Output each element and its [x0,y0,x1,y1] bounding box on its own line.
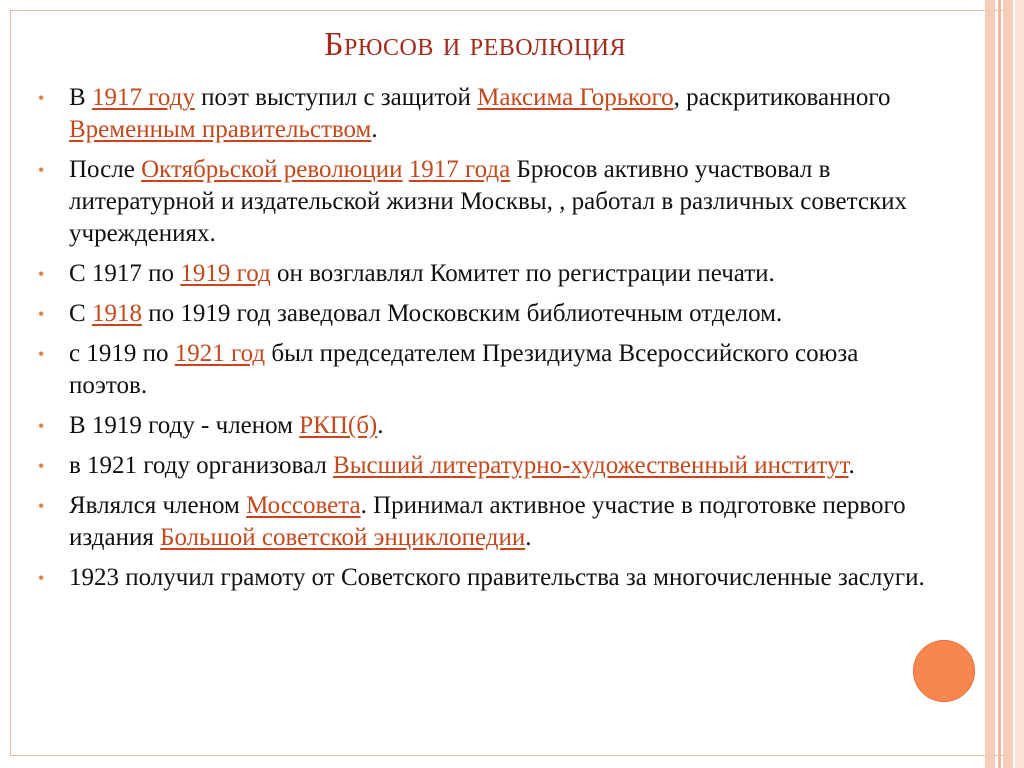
decorative-stripe [998,0,1001,768]
bullet-text: . Принимал активное участие в подготовке первого издания [69,492,906,551]
hyperlink[interactable]: Октябрьской революции [141,156,403,183]
bullet-text: по 1919 год заведовал Московским библиотечным отделом. [141,300,783,327]
bullet-text: С 1917 по [69,260,181,287]
bullet-dot-icon: • [38,568,45,588]
bullet-text: . [525,524,532,551]
bullet-text: с 1919 по [69,340,175,367]
hyperlink[interactable]: Временным правительством [69,116,372,143]
bullet-text: После [69,156,142,183]
bullet-text: , раскритикованного [673,84,891,111]
bullet-item [38,82,938,146]
hyperlink[interactable]: 1919 год [180,260,271,287]
decorative-stripe [985,0,995,768]
bullet-dot-icon: • [38,344,45,364]
bullet-dot-icon: • [38,160,45,180]
bullet-item [38,338,938,402]
slide-title: Брюсов и революция [324,26,626,63]
bullet-text: 1923 получил грамоту от Советского правительства за многочисленные заслуги. [69,564,925,591]
bullet-item [38,410,938,442]
decorative-stripe [1015,0,1024,768]
hyperlink[interactable]: Моссовета [246,492,361,519]
bullet-text: Брюсов активно участвовал в литературной и издательской жизни Москвы, , работал в различных советских учреждениях. [69,156,907,247]
bullet-text: В [69,84,92,111]
decorative-stripe [1003,0,1013,768]
bullet-text: С [69,300,92,327]
decorative-circle [913,640,975,702]
bullet-item [38,154,938,250]
hyperlink[interactable]: 1921 год [174,340,266,367]
bullet-item [38,490,938,554]
bullet-dot-icon: • [38,304,45,324]
hyperlink[interactable]: 1917 года [408,156,511,183]
bullet-item [38,450,938,482]
hyperlink[interactable]: Высший литературно-художественный институт [333,452,849,479]
bullet-dot-icon: • [38,264,45,284]
bullet-item [38,562,938,594]
bullet-dot-icon: • [38,88,45,108]
hyperlink[interactable]: Максима Горького [477,84,674,111]
bullet-item [38,298,938,330]
hyperlink[interactable]: РКП(б) [299,412,378,439]
bullet-dot-icon: • [38,416,45,436]
hyperlink[interactable]: 1917 году [91,84,195,111]
bullet-text: . [371,116,378,143]
bullet-text: . [848,452,855,479]
hyperlink[interactable]: Большой советской энциклопедии [160,524,526,551]
bullet-dot-icon: • [38,456,45,476]
bullet-text: он возглавлял Комитет по регистрации печати. [270,260,775,287]
bullet-text: . [377,412,384,439]
bullet-text: В 1919 году - членом [69,412,300,439]
bullet-list [38,82,938,602]
bullet-text: поэт выступил с защитой [194,84,478,111]
bullet-item [38,258,938,290]
bullet-text: Являлся членом [69,492,247,519]
bullet-text: в 1921 году организовал [69,452,334,479]
bullet-dot-icon: • [38,496,45,516]
bullet-text: был председателем Президиума Всероссийского союза поэтов. [69,340,859,399]
hyperlink[interactable]: 1918 [91,300,142,327]
